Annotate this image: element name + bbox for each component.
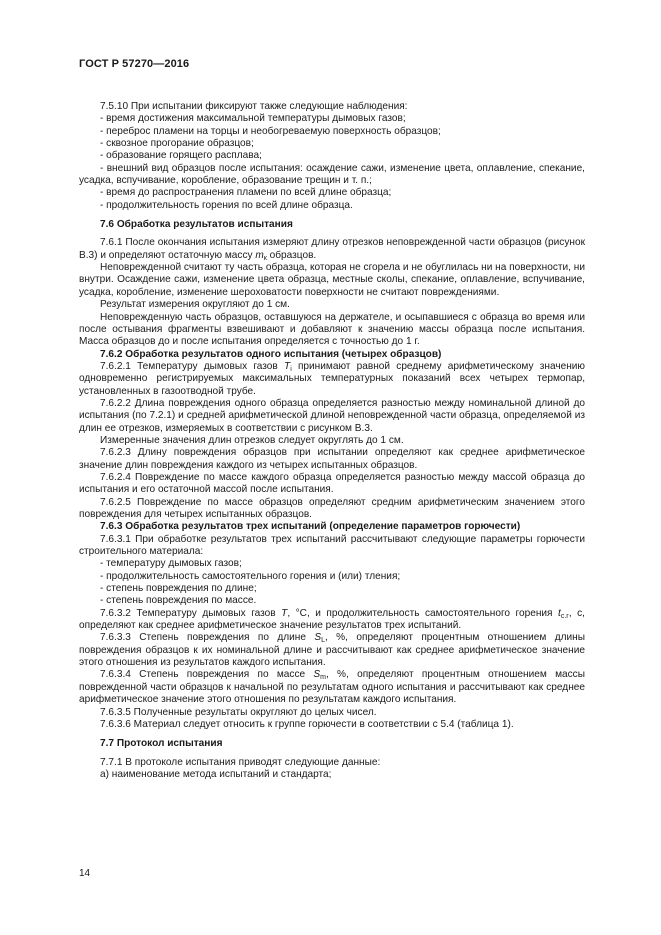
- paragraph-7-6-3-5: 7.6.3.5 Полученные результаты округляют до целых чисел.: [100, 706, 377, 718]
- list-item: - время до распространения пламени по всей длине образца;: [100, 187, 392, 199]
- list-item: - продолжительность самостоятельного горения и (или) тления;: [100, 570, 401, 582]
- paragraph-7-6-3-4: 7.6.3.4 Степень повреждения по массе $S_m$, %, определяют процентным отношением массы поврежденной части образцов к начальной по результатам одного испытания и рассчитывают как среднее арифметическое значение этого отношения по результатам каждого испытания.: [79, 669, 585, 706]
- list-item: - температуру дымовых газов;: [100, 558, 242, 570]
- list-item: - образование горящего расплава;: [100, 150, 262, 162]
- list-item: - степень повреждения по длине;: [100, 583, 257, 595]
- list-item: а) наименование метода испытаний и стандарта;: [100, 768, 332, 780]
- paragraph-rounding: Результат измерения округляют до 1 см.: [100, 299, 290, 311]
- list-item: - внешний вид образцов после испытания: осаждение сажи, изменение цвета, оплавление, спекание, усадка, вспучивание, коробление, образование трещин и т. п.;: [79, 162, 585, 187]
- paragraph-7-6-3-1: 7.6.3.1 При обработке результатов трех испытаний рассчитывают следующие параметры горючести строительного материала:: [79, 533, 585, 558]
- paragraph-7-6-3-2: 7.6.3.2 Температуру дымовых газов T, °С, и продолжительность самостоятельного горения $t_{с.г}$, с, определяют как среднее арифметическое значение результатов трех испытаний.: [79, 607, 585, 632]
- list-item: - время достижения максимальной температуры дымовых газов;: [100, 113, 406, 125]
- paragraph-7-6-2-4: 7.6.2.4 Повреждение по массе каждого образца определяется разностью между массой образца до испытания и его остаточной массой после испытания.: [79, 471, 585, 496]
- paragraph-7-5-10: 7.5.10 При испытании фиксируют также следующие наблюдения:: [100, 101, 408, 112]
- section-heading-7-6-2: 7.6.2 Обработка результатов одного испытания (четырех образцов): [100, 348, 442, 360]
- paragraph-7-6-2-3: 7.6.2.3 Длину повреждения образцов при испытании определяют как среднее арифметическое значение длин повреждения каждого из четырех испытанных образцов.: [79, 447, 585, 471]
- paragraph-mass: Неповрежденную часть образцов, оставшуюся на держателе, и осыпавшиеся с образца во время или после остывания фрагменты взвешивают и добавляют к значению массы образца после испытания. Масса образцов до и после испытания определяется с точностью до 1 г.: [79, 311, 585, 348]
- paragraph-undamaged-definition: Неповрежденной считают ту часть образца, которая не сгорела и не обуглилась ни на поверхности, ни внутри. Осаждение сажи, изменение цвета образца, местные сколы, спекание, оплавление, вспучивание, усадка, коробление, изменение шероховатости поверхности не считают повреждениями.: [79, 262, 585, 298]
- paragraph-7-7-1: 7.7.1 В протоколе испытания приводят следующие данные:: [100, 756, 381, 768]
- section-heading-7-6: 7.6 Обработка результатов испытания: [100, 219, 293, 231]
- page-number: 14: [79, 868, 91, 879]
- paragraph-7-6-1: 7.6.1 После окончания испытания измеряют длину отрезков неповрежденной части образцов (рисунок В.3) и определяют остаточную массу $m_к$ образцов.: [79, 237, 585, 262]
- section-heading-7-7: 7.7 Протокол испытания: [100, 738, 223, 750]
- paragraph-7-6-3-6: 7.6.3.6 Материал следует относить к группе горючести в соответствии с 5.4 (таблица 1).: [100, 718, 514, 730]
- list-item: - переброс пламени на торцы и необогреваемую поверхность образцов;: [100, 125, 441, 137]
- paragraph-7-6-2-1: 7.6.2.1 Температуру дымовых газов $T_i$ принимают равной среднему арифметическому значению одновременно регистрируемых максимальных температурных показаний всех четырех термопар, установленных в газоотводной трубе.: [79, 360, 585, 397]
- list-item: - продолжительность горения по всей длине образца.: [100, 199, 353, 211]
- paragraph-7-6-3-3: 7.6.3.3 Степень повреждения по длине $S_L$, %, определяют процентным отношением длины повреждения образцов к их номинальной длине и рассчитывают как среднее арифметическое значение этого отношения из результатов каждого испытания.: [79, 632, 585, 669]
- paragraph-7-6-2-2: 7.6.2.2 Длина повреждения одного образца определяется разностью между номинальной длиной до испытания (по 7.2.1) и средней арифметической длиной неповрежденной части образца, определяемой из длин ее отрезков, измеряемых в соответствии с рисунком В.3.: [79, 397, 585, 434]
- list-item: - степень повреждения по массе.: [100, 595, 257, 607]
- section-heading-7-6-3: 7.6.3 Обработка результатов трех испытаний (определение параметров горючести): [100, 521, 521, 533]
- list-item: - сквозное прогорание образцов;: [100, 138, 254, 150]
- document-header: ГОСТ Р 57270—2016: [79, 58, 190, 70]
- paragraph-7-6-2-5: 7.6.2.5 Повреждение по массе образцов определяют средним арифметическим значением этого повреждения для четырех испытанных образцов.: [79, 496, 585, 520]
- document-body: [79, 101, 585, 781]
- paragraph-rounding-lengths: Измеренные значения длин отрезков следует округлять до 1 см.: [100, 434, 404, 446]
